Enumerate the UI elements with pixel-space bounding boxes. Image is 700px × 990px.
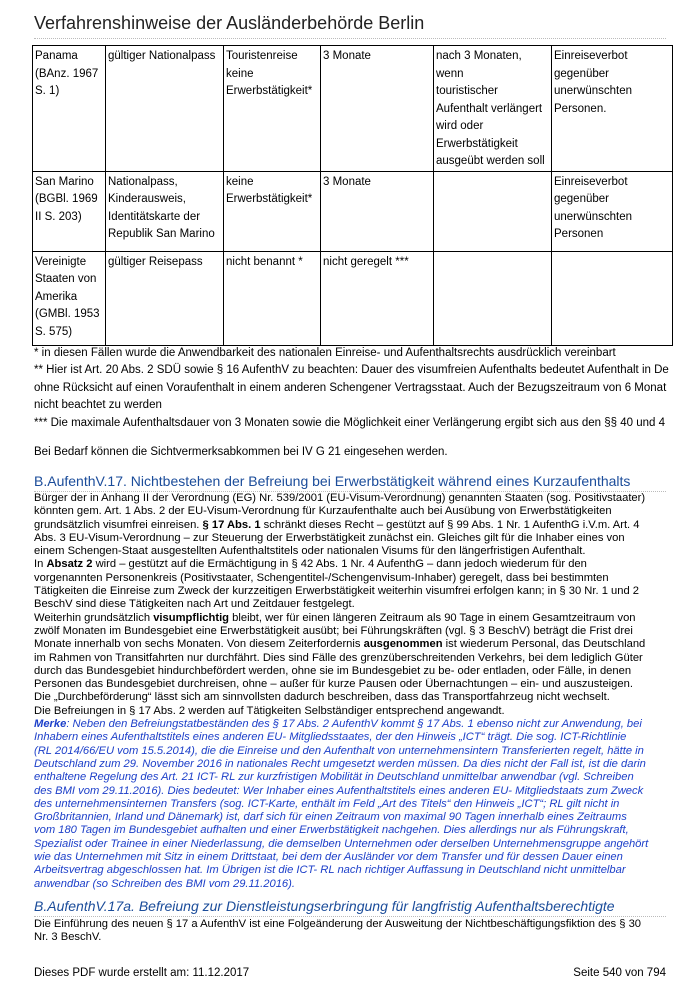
para-17-1-ref: § 17 Abs. 1 bbox=[202, 518, 261, 531]
section-17a-body bbox=[34, 918, 666, 945]
footer-page-number: Seite 540 von 794 bbox=[573, 967, 666, 979]
footnote-2-line-1: ** Hier ist Art. 20 Abs. 2 SDÜ sowie § 16 AufenthV zu beachten: Dauer des visumfreien Aufenthalts bedeutet Aufenthalt in De bbox=[34, 364, 669, 376]
table-cell: nicht geregelt *** bbox=[321, 251, 434, 345]
merke-line: Spezialist oder Trainee in einer Niederlassung, die demselben Unternehmen oder derselben Unternehmensgruppe angehört bbox=[34, 837, 649, 850]
text-line: Nr. 3 BeschV. bbox=[34, 931, 102, 944]
text-line: BeschV sind diese Tätigkeiten nach Art und Zeitdauer festgelegt. bbox=[34, 598, 355, 611]
text-line: im Rahmen von Transitfahrten nur durchfährt. Dies sind Fälle des grenzüberschreitenden Verkehrs, bei dem lediglich Güter bbox=[34, 651, 643, 664]
text-line: zwölf Monaten im Bundesgebiet eine Erwerbstätigkeit ausübt; bei Führungskräften (vgl. § 3 BeschV) beträgt die Frist drei bbox=[34, 624, 633, 637]
table-cell: Nationalpass, Kinderausweis, Identitätskarte der Republik San Marino bbox=[106, 171, 224, 251]
section-17-heading: B.AufenthV.17. Nichtbestehen der Befreiung bei Erwerbstätigkeit während eines Kurzaufenthalts bbox=[34, 472, 666, 492]
table-row bbox=[33, 171, 673, 251]
merke-line: (RL 2014/66/EU vom 15.5.2014), die die Einreise und den Aufenthalt von unternehmensintern Transferierten regelt, hätte in bbox=[34, 744, 644, 757]
visa-agreements-table bbox=[32, 45, 673, 346]
page-header-title: Verfahrenshinweise der Ausländerbehörde Berlin bbox=[34, 12, 666, 39]
table-cell: keine Erwerbstätigkeit* bbox=[224, 171, 321, 251]
table-row bbox=[33, 251, 673, 345]
merke-line: Merke: Neben den Befreiungstatbeständen des § 17 Abs. 2 AufenthV kommt § 17 Abs. 1 ebenso nicht zur Anwendung, bei bbox=[34, 718, 642, 731]
text-line: Personen das Bundesgebiet durchreisen, ohne – außer für kurze Pausen oder Übernachtungen – ein- und auszusteigen. bbox=[34, 678, 633, 691]
merke-line: Inhabern eines Aufenthaltstitels eines anderen EU- Mitgliedsstaates, der den Hinweis „ICT“ trägt. Die sog. ICT-Richtlinie bbox=[34, 731, 627, 744]
table-cell: Einreiseverbot gegenüber unerwünschten Personen. bbox=[552, 46, 673, 172]
text-line: Die Befreiungen in § 17 Abs. 2 werden auf Tätigkeiten Selbständiger entsprechend angewandt. bbox=[34, 704, 505, 717]
text-line: Weiterhin grundsätzlich visumpflichtig bleibt, wer für einen längeren Zeitraum als 90 Tage in einem Gesamtzeitraum von bbox=[34, 611, 636, 624]
section-17a-heading: B.AufenthV.17a. Befreiung zur Dienstleistungserbringung für langfristig Aufenthaltsberechtigte bbox=[34, 897, 666, 917]
merke-line: Deutschland zum 29. November 2016 in nationales Recht umgesetzt werden müssen. Da dies nicht der Fall ist, ist die darin bbox=[34, 757, 646, 770]
merke-line: enthaltene Regelung des Art. 21 ICT- RL zur kurzfristigen Mobilität in Deutschland unmittelbar anwendbar (vgl. Schreiben bbox=[34, 771, 634, 784]
absatz-2-ref: Absatz 2 bbox=[46, 558, 93, 571]
table-cell: 3 Monate bbox=[321, 46, 434, 172]
text-line: Die „Durchbeförderung“ lässt sich am sinnvollsten dadurch beschreiben, dass das Transportfahrzeug nicht wechselt. bbox=[34, 691, 610, 704]
merke-line: des BMI vom 29.11.2016). Dies bedeutet: Wer Inhaber eines Aufenthaltstitels eines anderen EU- Mitgliedstaats zum Zweck bbox=[34, 784, 644, 797]
table-cell: Vereinigte Staaten von Amerika (GMBl. 1953 S. 575) bbox=[33, 251, 106, 345]
table-cell: nicht benannt * bbox=[224, 251, 321, 345]
ausgenommen-term: ausgenommen bbox=[363, 638, 443, 651]
table-cell: Einreiseverbot gegenüber unerwünschten Personen bbox=[552, 171, 673, 251]
table-cell: Panama (BAnz. 1967 S. 1) bbox=[33, 46, 106, 172]
merke-line: des unternehmensinternen Transfers (sog. ICT-Karte, enthält im Feld „Art des Titels“ den Hinweis „ICT“; RL gilt nicht in bbox=[34, 797, 620, 810]
table-cell bbox=[434, 171, 552, 251]
table-cell: nach 3 Monaten, wenn touristischer Aufenthalt verlängert wird oder Erwerbstätigkeit ausgeübt werden soll bbox=[434, 46, 552, 172]
merke-line: anwendbar (so Schreiben des BMI vom 29.11.2016). bbox=[34, 877, 295, 890]
table-cell: gültiger Reisepass bbox=[106, 251, 224, 345]
text-line: durch das Bundesgebiet hindurchbefördert werden, ohne sie im Bundesgebiet zu be- oder entladen, oder Fälle, in denen bbox=[34, 664, 632, 677]
table-cell bbox=[434, 251, 552, 345]
text-line: Die Einführung des neuen § 17 a AufenthV ist eine Folgeänderung der Ausweitung der Nichtbeschäftigungsfiktion des § 30 bbox=[34, 918, 642, 930]
text-line: Bürger der in Anhang II der Verordnung (EG) Nr. 539/2001 (EU-Visum-Verordnung) genannten Staaten (sog. Positivstaater) bbox=[34, 492, 646, 504]
table-cell: Touristenreise keine Erwerbstätigkeit* bbox=[224, 46, 321, 172]
footnote-2-line-2: ohne Rücksicht auf einen Voraufenthalt in einem anderen Schengener Vertragsstaat. Auch der Bezugszeitraum von 6 Monat bbox=[34, 382, 667, 394]
text-line: Tätigkeiten die Einreise zum Zweck der kurzzeitigen Erwerbstätigkeit weiterhin visumfrei erfolgen kann; in § 30 Nr. 1 und 2 bbox=[34, 585, 640, 598]
merke-line: vom 180 Tagen im Bundesgebiet aufhalten und einer Erwerbstätigkeit nachgehen. Dies allerdings nur als Führungskraft, bbox=[34, 824, 629, 837]
section-17-body bbox=[34, 492, 666, 891]
table-row bbox=[33, 46, 673, 172]
table-cell: gültiger Nationalpass bbox=[106, 46, 224, 172]
text-line: vorgenannten Personenkreis (Positivstaater, Schengentitel-/Schengenvisum-Inhaber) geregelt, dass bei bestimmten bbox=[34, 571, 609, 584]
footnote-3: *** Die maximale Aufenthaltsdauer von 3 Monaten sowie die Möglichkeit einer Verlängerung ergibt sich aus den §§ 40 und 4 bbox=[34, 417, 665, 429]
text-line: könnten gem. Art. 1 Abs. 2 der EU-Visum-Verordnung für Kurzaufenthalte auch bei Ausübung von Erwerbstätigkeiten bbox=[34, 505, 612, 518]
merke-line: Großbritannien, Irland und Dänemark) ist, darf sich für einen Zeitraum von maximal 90 Tagen innerhalb eines Zeitraums bbox=[34, 811, 627, 824]
text-line: Monate innerhalb von sechs Monaten. Von diesem Zeiterfordernis ausgenommen ist wiederum Personal, das Deutschland bbox=[34, 638, 646, 651]
table-cell: San Marino (BGBl. 1969 II S. 203) bbox=[33, 171, 106, 251]
footer-created-date: Dieses PDF wurde erstellt am: 11.12.2017 bbox=[34, 967, 250, 979]
table-cell: 3 Monate bbox=[321, 171, 434, 251]
text-line: Abs. 3 EU-Visum-Verordnung – zur Steuerung der Erwerbstätigkeit zunächst ein. Gleiches gilt für die Inhaber eines von bbox=[34, 531, 625, 544]
bedarf-note: Bei Bedarf können die Sichtvermerksabkommen bei IV G 21 eingesehen werden. bbox=[34, 446, 448, 458]
text-line: In Absatz 2 wird – gestützt auf die Ermächtigung in § 42 Abs. 1 Nr. 4 AufenthG – dann jedoch wiederum für den bbox=[34, 558, 587, 571]
merke-line: wie das Unternehmen mit Sitz in einem Drittstaat, bei dem der Ausländer vor dem Transfer und für dessen Dauer einen bbox=[34, 851, 623, 864]
table-cell bbox=[552, 251, 673, 345]
visumpflichtig-term: visumpflichtig bbox=[153, 611, 230, 624]
footnote-1: * in diesen Fällen wurde die Anwendbarkeit des nationalen Einreise- und Aufenthaltsrechts ausdrücklich vereinbart bbox=[34, 347, 616, 359]
text-line: grundsätzlich visumfrei einreisen. § 17 Abs. 1 schränkt dieses Recht – gestützt auf § 99 Abs. 1 Nr. 1 AufenthG i.V.m. Art. 4 bbox=[34, 518, 640, 531]
footnote-2-line-3: nicht beachtet zu werden bbox=[34, 399, 162, 411]
merke-label: Merke bbox=[34, 718, 67, 731]
text-line: einem Schengen-Staat ausgestellten Aufenthaltstitels oder nationalen Visums für den längerfristigen Aufenthalt. bbox=[34, 545, 586, 558]
merke-line: Arbeitsvertrag abgeschlossen hat. Im Übrigen ist die ICT- RL nach richtiger Auffassung in Deutschland nicht unmittelbar bbox=[34, 864, 626, 877]
